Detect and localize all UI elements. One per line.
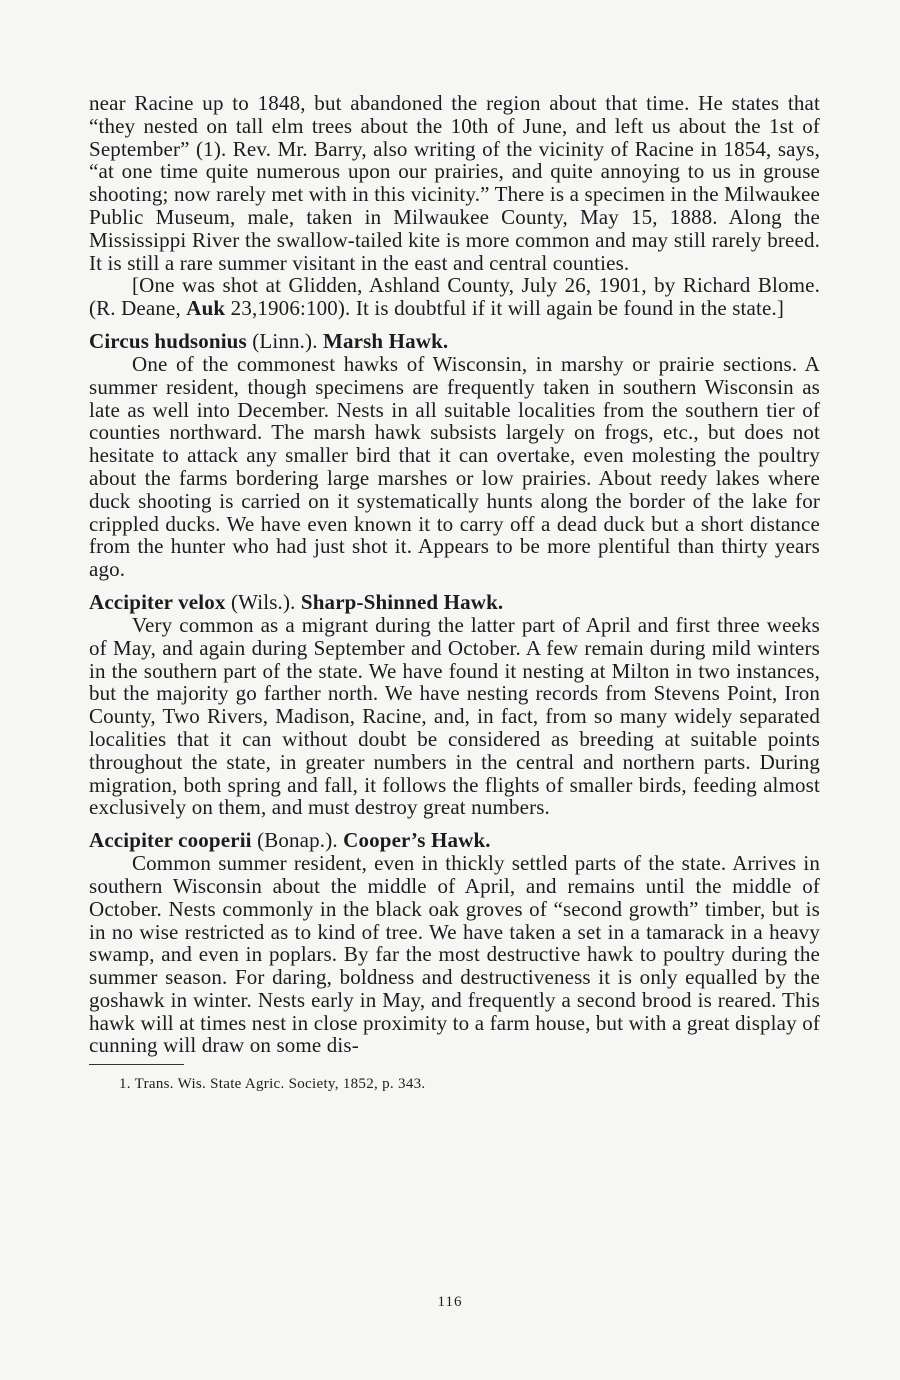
- footnote-divider: [89, 1064, 184, 1065]
- scientific-name: Accipiter velox: [89, 589, 226, 614]
- authority: (Linn.).: [246, 328, 323, 353]
- intro-paragraph: near Racine up to 1848, but abandoned the region about that time. He states that “they nested on tall elm trees about the 10th of June, and left us about the 1st of September” (1). Rev. Mr. Barry, also writing of the vicinity of Racine in 1854, says, “at one time quite numerous upon our prairies, and quite annoying to us in grouse shooting; now rarely met with in this vicinity.” There is a specimen in the Milwaukee Public Museum, male, taken in Milwaukee County, May 15, 1888. Along the Mississippi River the swallow-tailed kite is more common and may still rarely breed. It is still a rare summer visitant in the east and central counties.: [89, 91, 820, 275]
- species-description: One of the commonest hawks of Wisconsin, in marshy or prairie sections. A summer resident, though specimens are frequently taken in southern Wisconsin as late as well into December. Nests in all suitable localities from the southern tier of counties northward. The marsh hawk subsists largely on frogs, etc., but does not hesitate to attack any smaller bird that it can overtake, even molesting the poultry about the farms bordering large marshes or low prairies. About reedy lakes where duck shooting is carried on it systematically hunts along the border of the lake for crippled ducks. We have even known it to carry off a dead duck but a short distance from the hunter who had just shot it. Appears to be more plentiful than thirty years ago.: [89, 351, 820, 582]
- species-entry-marsh-hawk: [89, 329, 820, 581]
- scientific-name: Circus hudsonius: [89, 328, 247, 353]
- scientific-name: Accipiter cooperii: [89, 828, 252, 853]
- species-heading: [89, 329, 820, 353]
- species-description: Common summer resident, even in thickly settled parts of the state. Arrives in southern Wisconsin about the middle of April, and remains until the middle of October. Nests commonly in the black oak groves of “second growth” timber, but is in no wise restricted as to kind of tree. We have taken a set in a tamarack in a heavy swamp, and even in poplars. By far the most destructive hawk to poultry during the summer season. For daring, boldness and destructiveness it is only equalled by the goshawk in winter. Nests early in May, and frequently a second brood is reared. This hawk will at times nest in close proximity to a farm house, but with a great display of cunning will draw on some dis-: [89, 851, 820, 1058]
- note-text-end: 23,1906:100). It is doubtful if it will again be found in the state.]: [225, 296, 785, 321]
- journal-name: Auk: [186, 296, 226, 321]
- authority: (Bonap.).: [251, 828, 344, 853]
- note-text-start: [One was shot at Glidden, Ashland County, July 26, 1901, by Richard Blome. (R. Deane,: [89, 273, 820, 321]
- species-entry-coopers-hawk: [89, 828, 820, 1057]
- footnote: 1. Trans. Wis. State Agric. Society, 1852, p. 343.: [119, 1076, 426, 1093]
- page-number: 116: [437, 1294, 463, 1310]
- authority: (Wils.).: [225, 589, 301, 614]
- species-description: Very common as a migrant during the latter part of April and first three weeks of May, and again during September and October. A few remain during mild winters in the southern part of the state. We have found it nesting at Milton in two instances, but the majority go farther north. We have nesting records from Stevens Point, Iron County, Two Rivers, Madison, Racine, and, in fact, from so many widely separated localities that it can without doubt be considered as breeding at suitable points throughout the state, in greater numbers in the central and northern parts. During migration, both spring and fall, it follows the flights of smaller birds, feeding almost exclusively on them, and must destroy great numbers.: [89, 612, 820, 820]
- species-heading: [89, 828, 820, 852]
- bracketed-note: [89, 274, 820, 320]
- common-name: Sharp-Shinned Hawk.: [300, 589, 504, 614]
- species-heading: [89, 590, 820, 614]
- species-entry-sharp-shinned-hawk: [89, 590, 820, 819]
- common-name: Marsh Hawk.: [323, 328, 449, 353]
- common-name: Cooper’s Hawk.: [343, 828, 491, 853]
- page-body: [89, 92, 820, 1093]
